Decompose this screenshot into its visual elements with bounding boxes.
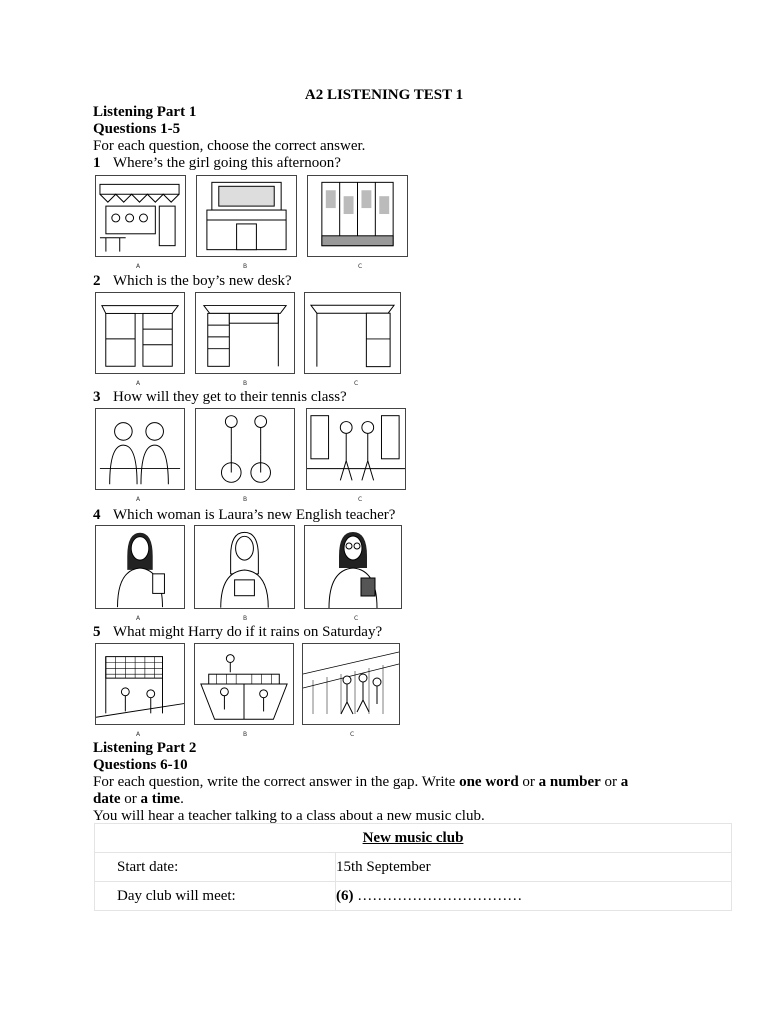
option-label-a: A bbox=[136, 615, 141, 622]
option-label-a: A bbox=[136, 380, 141, 387]
option-label-a: A bbox=[136, 263, 141, 270]
cinema-icon bbox=[197, 176, 296, 256]
q3-option-c-walking-image[interactable] bbox=[306, 408, 406, 490]
part1-instruction: For each question, choose the correct answer. bbox=[93, 138, 366, 154]
part2-instruction-line1: For each question, write the correct answer in the gap. Write one word or a number or a bbox=[93, 774, 629, 790]
part2-context: You will hear a teacher talking to a class about a new music club. bbox=[93, 808, 485, 824]
shop-window-icon bbox=[308, 176, 407, 256]
q3-option-b-bicycles-image[interactable] bbox=[195, 408, 295, 490]
walking-icon bbox=[307, 409, 405, 489]
row-label: Day club will meet: bbox=[95, 882, 336, 911]
row-label: Start date: bbox=[95, 853, 336, 882]
table-row bbox=[95, 882, 732, 911]
table-row bbox=[95, 853, 732, 882]
q2-option-c-desk-image[interactable] bbox=[304, 292, 401, 374]
q3-option-a-car-image[interactable] bbox=[95, 408, 185, 490]
gap-number: (6) bbox=[336, 887, 354, 904]
woman-icon bbox=[195, 526, 294, 608]
row-value: 15th September bbox=[336, 853, 732, 882]
option-label-b: B bbox=[243, 496, 248, 503]
desk-icon bbox=[305, 293, 400, 373]
question-number: 2 bbox=[93, 273, 101, 289]
part1-heading: Listening Part 1 bbox=[93, 104, 197, 120]
q1-option-a-cafe-image[interactable] bbox=[95, 175, 186, 257]
q2-option-a-desk-image[interactable] bbox=[95, 292, 185, 374]
question-number: 4 bbox=[93, 507, 101, 523]
part2-instruction-line2: date or a time. bbox=[93, 791, 184, 807]
option-label-b: B bbox=[243, 615, 248, 622]
question-5 bbox=[93, 624, 382, 641]
question-number: 3 bbox=[93, 389, 101, 405]
q4-option-b-woman-image[interactable] bbox=[194, 525, 295, 609]
car-passengers-icon bbox=[96, 409, 184, 489]
answer-gap-6[interactable] bbox=[336, 882, 732, 911]
woman-icon bbox=[96, 526, 184, 608]
question-number: 1 bbox=[93, 155, 101, 171]
table-heading: New music club bbox=[95, 824, 732, 853]
running-icon bbox=[303, 644, 399, 724]
option-label-b: B bbox=[243, 263, 248, 270]
part1-questions-range: Questions 1-5 bbox=[93, 121, 181, 137]
question-2 bbox=[93, 273, 292, 290]
option-label-c: C bbox=[358, 263, 363, 270]
q5-option-b-badminton-image[interactable] bbox=[194, 643, 294, 725]
question-number: 5 bbox=[93, 624, 101, 640]
page-title: A2 LISTENING TEST 1 bbox=[304, 87, 464, 103]
option-label-b: B bbox=[243, 380, 248, 387]
badminton-icon bbox=[195, 644, 293, 724]
question-text: Which woman is Laura’s new English teacher? bbox=[113, 507, 396, 523]
question-text: How will they get to their tennis class? bbox=[113, 389, 347, 405]
cafe-icon bbox=[96, 176, 185, 256]
option-label-c: C bbox=[354, 380, 359, 387]
question-text: What might Harry do if it rains on Saturday? bbox=[113, 624, 383, 640]
q5-option-c-running-image[interactable] bbox=[302, 643, 400, 725]
option-label-a: A bbox=[136, 496, 141, 503]
music-club-table bbox=[94, 823, 732, 911]
option-label-c: C bbox=[350, 731, 355, 738]
question-text: Which is the boy’s new desk? bbox=[113, 273, 292, 289]
q1-option-c-shop-window-image[interactable] bbox=[307, 175, 408, 257]
volleyball-icon bbox=[96, 644, 184, 724]
gap-dots: …………………………… bbox=[357, 887, 523, 904]
question-4 bbox=[93, 507, 395, 524]
q1-option-b-cinema-image[interactable] bbox=[196, 175, 297, 257]
q4-option-a-woman-image[interactable] bbox=[95, 525, 185, 609]
q2-option-b-desk-image[interactable] bbox=[195, 292, 295, 374]
part2-heading: Listening Part 2 bbox=[93, 740, 197, 756]
option-label-b: B bbox=[243, 731, 248, 738]
woman-glasses-icon bbox=[305, 526, 401, 608]
question-text: Where’s the girl going this afternoon? bbox=[113, 155, 341, 171]
option-label-c: C bbox=[354, 615, 359, 622]
question-3 bbox=[93, 389, 347, 406]
table-header-row bbox=[95, 824, 732, 853]
q4-option-c-woman-glasses-image[interactable] bbox=[304, 525, 402, 609]
q5-option-a-volleyball-image[interactable] bbox=[95, 643, 185, 725]
question-1 bbox=[93, 155, 341, 172]
option-label-c: C bbox=[358, 496, 363, 503]
desk-icon bbox=[196, 293, 294, 373]
option-label-a: A bbox=[136, 731, 141, 738]
desk-icon bbox=[96, 293, 184, 373]
part2-questions-range: Questions 6-10 bbox=[93, 757, 188, 773]
bicycle-icon bbox=[196, 409, 294, 489]
